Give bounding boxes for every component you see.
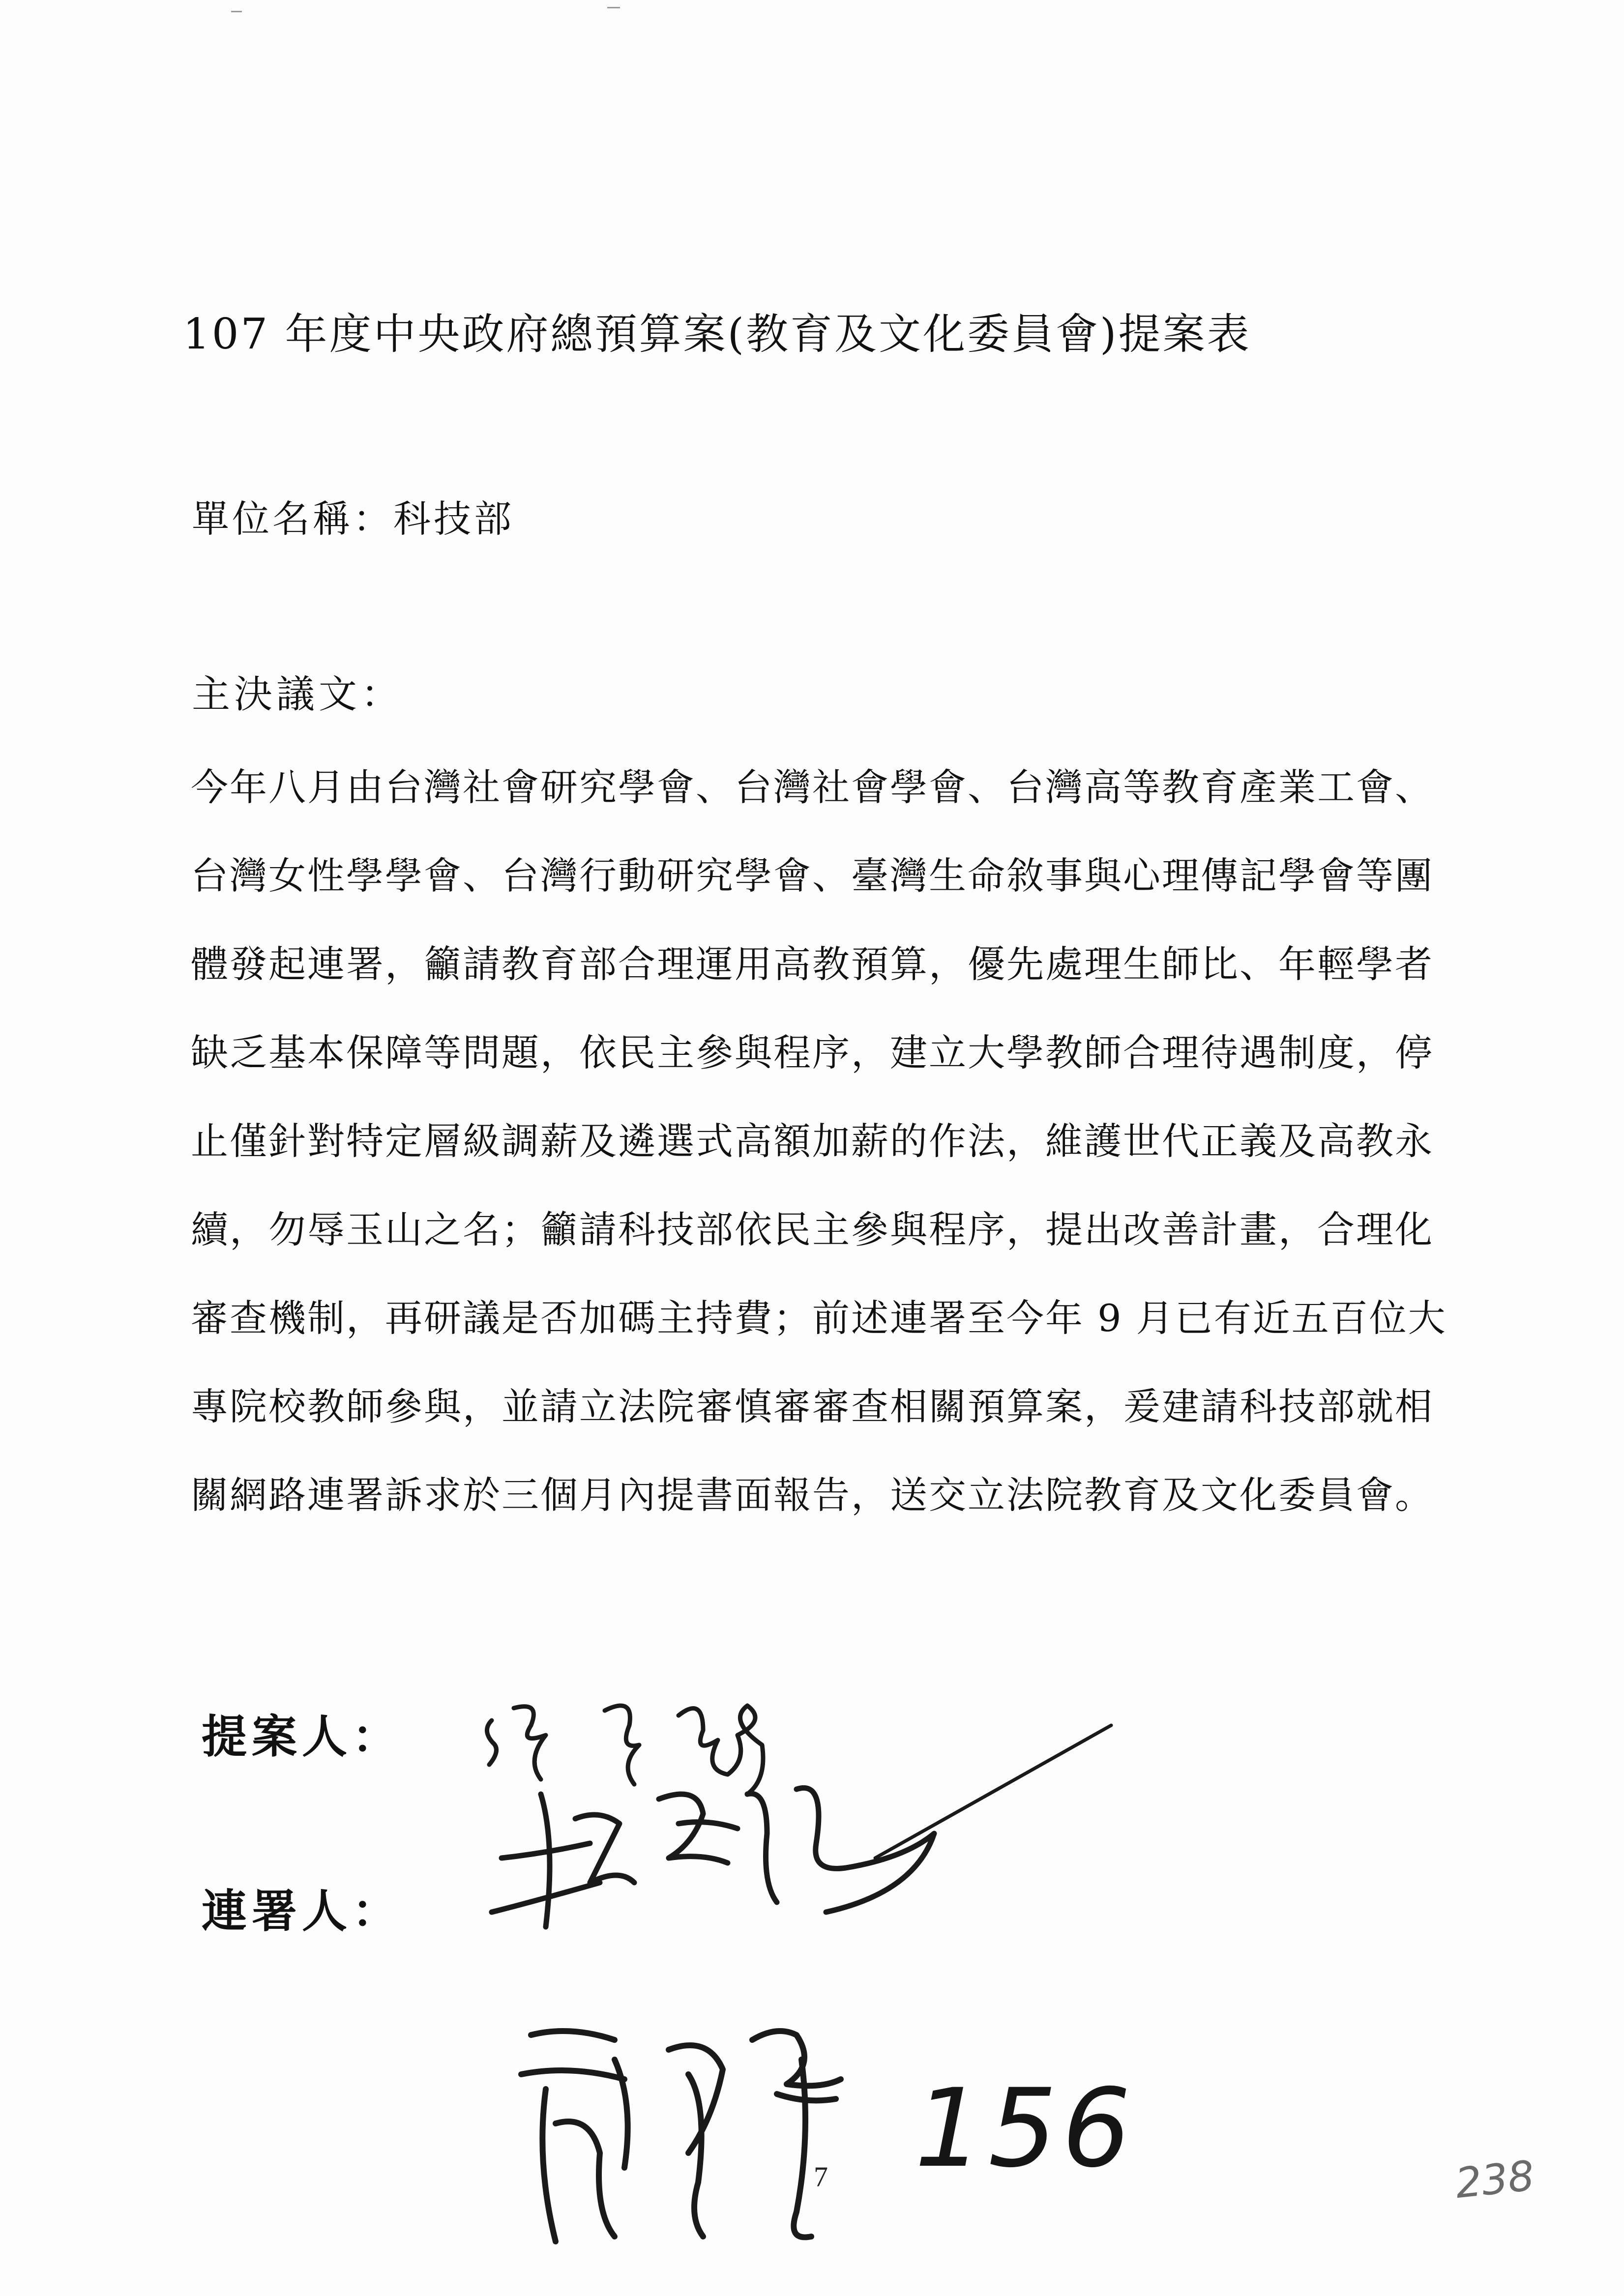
unit-name-line: 單位名稱：科技部 xyxy=(192,497,514,541)
resolution-line: 台灣女性學學會、台灣行動研究學會、臺灣生命敘事與心理傳記學會等團 xyxy=(191,854,1434,898)
resolution-line: 專院校教師參與，並請立法院審慎審審查相關預算案，爰建請科技部就相 xyxy=(191,1385,1434,1428)
cosigner-signature-2 xyxy=(502,2005,905,2261)
page-number: 7 xyxy=(814,2161,828,2193)
cosigner-label: 連署人： xyxy=(202,1885,403,1938)
proposer-label: 提案人： xyxy=(202,1710,403,1763)
scan-mark-left xyxy=(231,11,242,12)
scan-mark-right xyxy=(607,7,620,8)
resolution-body xyxy=(191,743,1454,1540)
resolution-line: 續，勿辱玉山之名；籲請科技部依民主參與程序，提出改善計畫，合理化 xyxy=(191,1208,1434,1251)
stamp-number: 238 xyxy=(1453,2151,1537,2208)
resolution-line: 今年八月由台灣社會研究學會、台灣社會學會、台灣高等教育產業工會、 xyxy=(191,765,1434,809)
resolution-line: 止僅針對特定層級調薪及遴選式高額加薪的作法，維護世代正義及高教永 xyxy=(191,1119,1434,1163)
handwritten-number xyxy=(915,2055,1141,2202)
resolution-heading: 主決議文： xyxy=(192,672,404,717)
resolution-line: 關網路連署訴求於三個月內提書面報告，送交立法院教育及文化委員會。 xyxy=(191,1473,1434,1517)
cosigner-signature-1 xyxy=(472,1696,1141,1951)
resolution-line: 審查機制，再研議是否加碼主持費；前述連署至今年 9 月已有近五百位大 xyxy=(191,1296,1447,1340)
resolution-line: 體發起連署，籲請教育部合理運用高教預算，優先處理生師比、年輕學者 xyxy=(191,942,1434,986)
document-title: 107 年度中央政府總預算案(教育及文化委員會)提案表 xyxy=(183,310,1251,359)
resolution-line: 缺乏基本保障等問題，依民主參與程序，建立大學教師合理待遇制度，停 xyxy=(191,1031,1434,1075)
handwritten-number-text: 156 xyxy=(915,2065,1136,2191)
